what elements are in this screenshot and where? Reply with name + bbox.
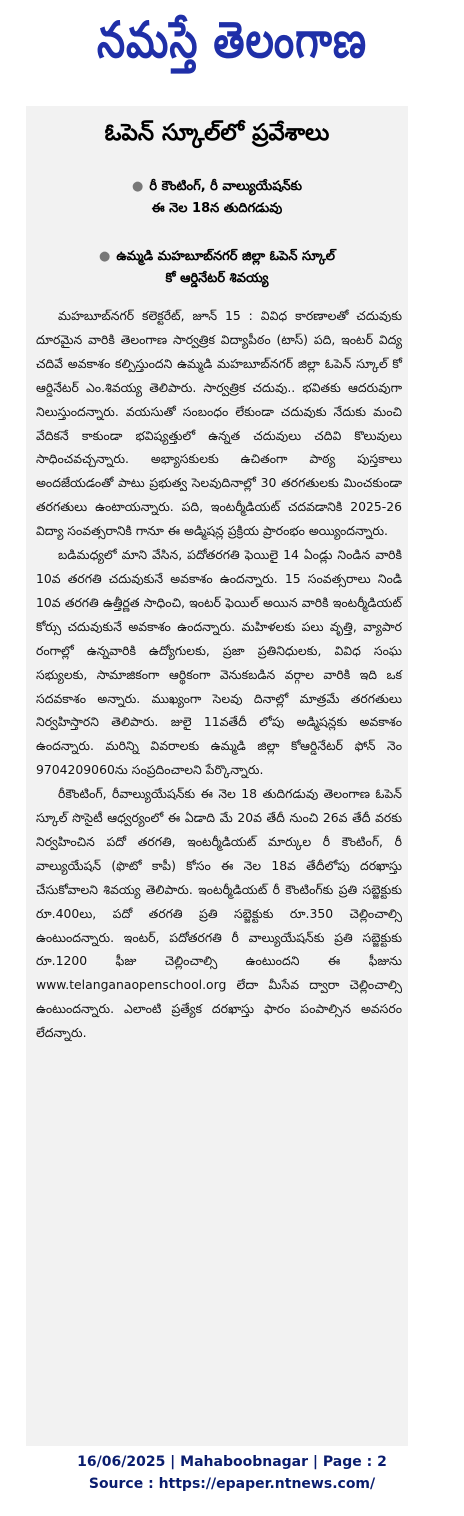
body-paragraph-3: రీకౌంటింగ్, రీవాల్యుయేషన్‌కు ఈ నెల 18 తుదిగడువు తెలంగాణ ఓపెన్ స్కూల్ సొసైటీ ఆధ్వర్యంలో ఈ ఏడాది మే 20వ తేదీ నుంచి 26వ తేదీ వరకు నిర్వహించిన పదో తరగతి, ఇంటర్మీడియట్ మార్కుల రీ కౌంటింగ్, రీ వాల్యుయేషన్ (ఫొటో కాపీ) కోసం ఈ నెల 18వ తేదీలోపు దరఖాస్తు చేసుకోవాలని శివయ్య తెలిపారు. ఇంటర్మీడియట్ రీ కౌంటింగ్‌కు ప్రతి సబ్జెక్టుకు రూ.400లు, పదో తరగతి ప్రతి సబ్జెక్టుకు రూ.350 చెల్లించాల్సి ఉంటుందన్నారు. ఇంటర్, పదోతరగతి రీ వాల్యుయేషన్‌కు ప్రతి సబ్జెక్టుకు రూ.1200 ఫీజు చెల్లించాల్సి ఉంటుందని ఈ ఫీజును www.telanganaopenschool.org లేదా మీసేవ ద్వారా చెల్లించాల్సి ఉంటుందన్నారు. ఎలాంటి ప్రత్యేక దరఖాస్తు ఫారం పంపాల్సిన అవసరం లేదన్నారు.: [36, 786, 402, 1041]
article-headline: ఓపెన్ స్కూల్‌లో ప్రవేశాలు: [104, 120, 330, 146]
subhead-2-line-2: కో ఆర్డినేటర్ శివయ్య: [165, 271, 269, 286]
article-body: [36, 304, 402, 1045]
body-paragraph-1: మహబూబ్‌నగర్ కలెక్టరేట్, జూన్ 15 : వివిధ కారణాలతో చదువుకు దూరమైన వారికి తెలంగాణ సార్వత్రిక విద్యాపీఠం (టాస్) పది, ఇంటర్ విద్య చదివే అవకాశం కల్పిస్తుందని ఉమ్మడి మహబూబ్‌నగర్ జిల్లా ఓపెన్ స్కూల్ కో ఆర్డినేటర్ ఎం.శివయ్య తెలిపారు. సార్వత్రిక చదువు.. భవితకు ఆదరువుగా నిలుస్తుందన్నారు. వయసుతో సంబంధం లేకుండా చదువుకు నేదుకు మంచి వేదికనే కాకుండా భవిష్యత్తులో ఉన్నత చదువులు చదివి కొలువులు సాధించవచ్చన్నారు. అభ్యాసకులకు ఉచితంగా పాఠ్య పుస్తకాలు అందజేయడంతో పాటు ప్రభుత్వ సెలవుదినాల్లో 30 తరగతులకు మించకుండా తరగతులు ఉంటాయన్నారు. పది, ఇంటర్మీడియట్ చదవడానికి 2025-26 విద్యా సంవత్సరానికి గానూ ఈ అడ్మిషన్ల ప్రక్రియ ప్రారంభం అయ్యిందన్నారు.: [36, 308, 402, 539]
article-subhead-2: [26, 246, 408, 290]
news-article: [26, 106, 408, 1446]
article-subhead-1: [26, 176, 408, 220]
body-paragraph-2: బడిమధ్యలో మాని వేసిన, పదోతరగతి ఫెయిలై 14 ఏండ్లు నిండిన వారికి 10వ తరగతి చదువుకునే అవకాశం ఉందన్నారు. 15 సంవత్సరాలు నిండి 10వ తరగతి ఉత్తీర్ణత సాధించి, ఇంటర్ ఫెయిల్ అయిన వారికి ఇంటర్మీడియట్ కోర్సు చదువుకునే అవకాశం ఉందన్నారు. మహిళలకు పలు వృత్తి, వ్యాపార రంగాల్లో ఉన్నవారికి ఉద్యోగులకు, ప్రజా ప్రతినిధులకు, వివిధ సంఘ సభ్యులకు, సామాజికంగా ఆర్థికంగా వెనుకబడిన వర్గాల వారికి ఇది ఒక సదవకాశం అన్నారు. ముఖ్యంగా సెలవు దినాల్లో మాత్రమే తరగతులు నిర్వహిస్తారని తెలిపారు. జులై 11వతేదీ లోపు అడ్మిషన్లకు అవకాశం ఉందన్నారు. మరిన్ని వివరాలకు ఉమ్మడి జిల్లా కోఆర్డినేటర్ ఫోన్ నెం 9704209060ను సంప్రదించాలని పేర్కొన్నారు.: [36, 547, 402, 778]
bullet-dot-icon: ●: [98, 249, 111, 264]
bullet-dot-icon: ●: [132, 179, 144, 194]
source-link: Source : https://epaper.ntnews.com/: [88, 1476, 376, 1492]
subhead-1-line-2: ఈ నెల 18న తుదిగడువు: [151, 201, 283, 216]
subhead-2-line-1: ఉమ్మడి మహబూబ్‌నగర్ జిల్లా ఓపెన్ స్కూల్: [116, 249, 336, 264]
edition-info: 16/06/2025 | Mahaboobnagar | Page : 2: [77, 1454, 387, 1470]
newspaper-masthead: [0, 0, 464, 92]
masthead-title: నమస్తే తెలంగాణ: [96, 10, 368, 70]
subhead-1-line-1: రీ కౌంటింగ్, రీ వాల్యుయేషన్‌కు: [149, 179, 302, 194]
